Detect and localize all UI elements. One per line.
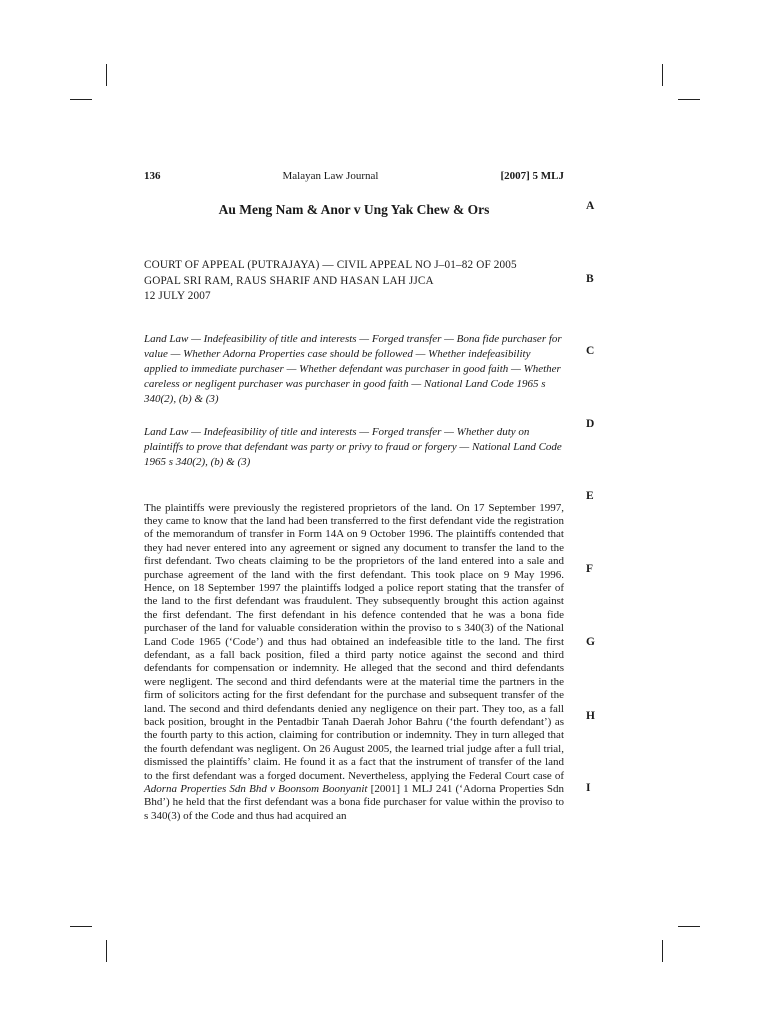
- case-title: Au Meng Nam & Anor v Ung Yak Chew & Ors: [218, 202, 490, 217]
- margin-marker: E: [586, 490, 594, 502]
- margin-marker: D: [586, 418, 595, 430]
- court-line: COURT OF APPEAL (PUTRAJAYA) — CIVIL APPEAL NO J–01–82 OF 2005: [144, 259, 517, 271]
- catchword-paragraph: Land Law — Indefeasibility of title and interests — Forged transfer — Whether duty on plaintiffs to prove that defendant was party or privy to fraud or forgery — National Land Code 1965 s 340(2), (b) & (3): [144, 425, 562, 468]
- crop-mark: [106, 940, 107, 962]
- crop-mark: [662, 64, 663, 86]
- date-line: 12 JULY 2007: [144, 290, 211, 302]
- crop-mark: [106, 64, 107, 86]
- margin-marker: B: [586, 273, 594, 285]
- margin-marker: C: [586, 345, 595, 357]
- judges-line: GOPAL SRI RAM, RAUS SHARIF AND HASAN LAH JJCA: [144, 274, 434, 287]
- page-content: [144, 170, 564, 823]
- crop-mark: [678, 99, 700, 100]
- crop-mark: [70, 926, 92, 927]
- page-number: 136: [144, 170, 161, 182]
- crop-mark: [678, 926, 700, 927]
- margin-marker: G: [586, 636, 595, 648]
- journal-name: Malayan Law Journal: [282, 170, 379, 182]
- headnote-text: [144, 502, 564, 824]
- margin-marker: H: [586, 710, 595, 722]
- headnote-text-part: [2001] 1 MLJ 241 (‘Adorna Properties Sdn Bhd’) he held that the first defendant was a bona fide purchaser for value within the proviso to s 340(3) of the Code and thus had acquired an: [144, 783, 564, 822]
- journal-citation: [2007] 5 MLJ: [500, 170, 564, 182]
- catchword-paragraph: Land Law — Indefeasibility of title and interests — Forged transfer — Bona fide purchaser for value — Whether Adorna Properties case should be followed — Whether indefeasibility applied to immediate purchaser — Whether defendant was purchaser in good faith — Whether careless or negligent purchaser was purchaser in good faith — National Land Code 1965 s 340(2), (b) & (3): [144, 332, 562, 405]
- crop-mark: [662, 940, 663, 962]
- crop-mark: [70, 99, 92, 100]
- margin-marker: F: [586, 563, 594, 575]
- headnote-text-part: The plaintiffs were previously the registered proprietors of the land. On 17 September 1997, they came to know that the land had been transferred to the first defendant vide the registration of the memorandum of transfer in Form 14A on 9 October 1996. The plaintiffs contended that they had never entered into any agreement or signed any document to transfer the land to the first defendant. Two cheats claiming to be the proprietors of the land entered into a sale and purchase agreement of the land with the first defendant. This took place on 9 May 1996. Hence, on 18 September 1997 the plaintiffs lodged a police report stating that the transfer of the land to the first defendant was fraudulent. They subsequently brought this action against the first defendant. The first defendant in his defence contended that he was a bona fide purchaser of the land for valuable consideration within the proviso to s 340(3) of the National Land Code 1965 (‘Code’) and thus had obtained an indefeasible title to the land. The first defendant, as a fall back position, filed a third party notice against the second and third defendants for compensation or indemnity. He alleged that the second and third defendants were negligent. The second and third defendants were at the material time the partners in the firm of solicitors acting for the first defendant for the purchase and subsequent transfer of the land. The second and third defendants denied any negligence on their part. They too, as a fall back position, brought in the Pentadbir Tanah Daerah Johor Bahru (‘the fourth defendant’) as the fourth party to this action, claiming for contribution or indemnity. They in turn alleged that the fourth defendant was negligent. On 26 August 2005, the learned trial judge after a full trial, dismissed the plaintiffs’ claim. He found it as a fact that the instrument of transfer of the land to the first defendant was a forged document. Nevertheless, applying the Federal Court case of: [144, 501, 564, 782]
- cited-case-name: Adorna Properties Sdn Bhd v Boonsom Boonyanit: [144, 783, 368, 796]
- margin-marker: I: [586, 782, 591, 794]
- running-header: [144, 170, 564, 182]
- margin-marker: A: [586, 200, 595, 212]
- court-info: [144, 258, 564, 305]
